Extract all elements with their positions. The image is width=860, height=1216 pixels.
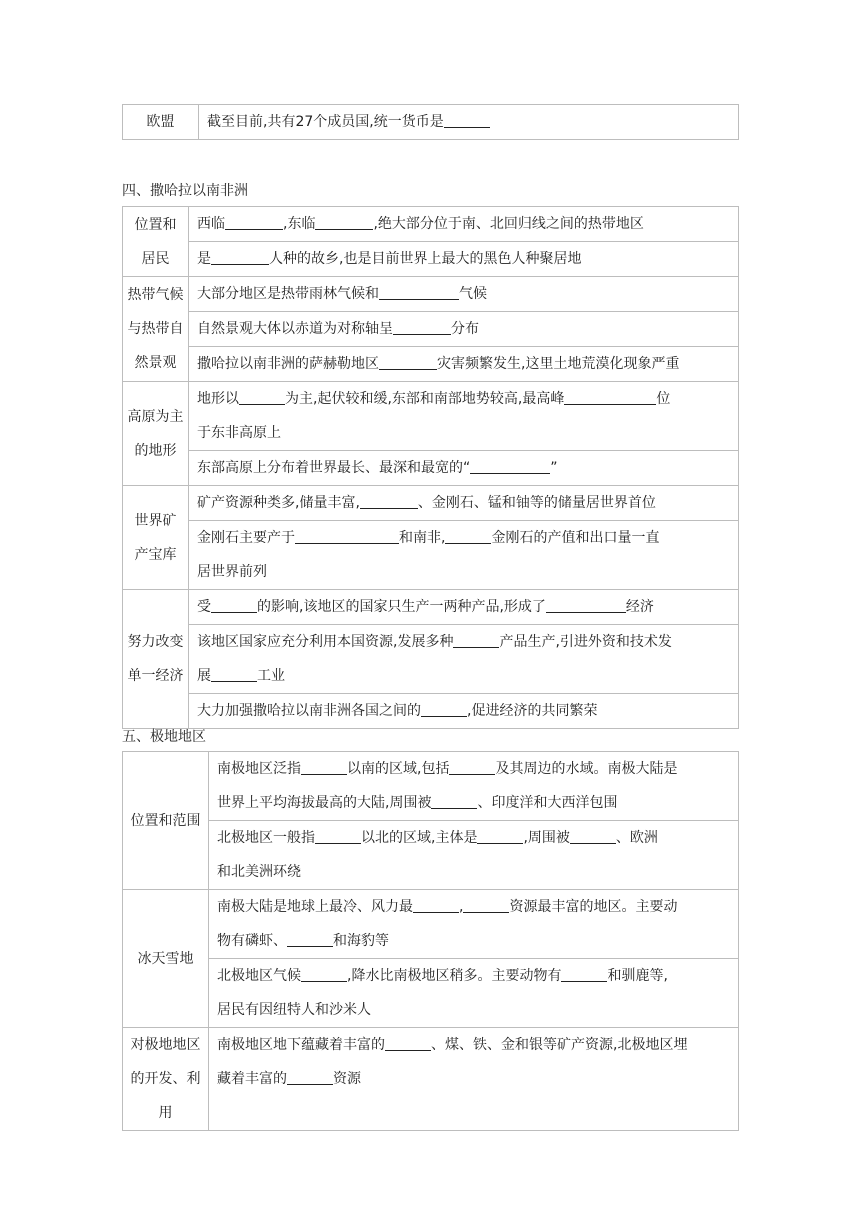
row-header-mineral [123, 486, 189, 590]
row-header-location [123, 207, 189, 277]
cell [189, 625, 739, 694]
cell-text: 为主,起伏较和缓,东部和南部地势较高,最高峰 [285, 391, 565, 407]
blank-field[interactable] [445, 527, 491, 544]
cell-text: 资源最丰富的地区。主要动 [509, 899, 678, 915]
cell-text: 北极地区一般指 [217, 830, 315, 846]
blank-field[interactable] [301, 965, 347, 982]
cell-text: 和海豹等 [333, 933, 389, 949]
cell [209, 890, 739, 959]
cell-text: 金刚石的产值和出口量一直 [491, 530, 660, 546]
table-row [123, 752, 739, 821]
blank-field[interactable] [211, 596, 257, 613]
blank-field[interactable] [561, 965, 607, 982]
cell-text: 灾害频繁发生,这里土地荒漠化现象严重 [437, 356, 680, 372]
blank-field[interactable] [287, 1068, 333, 1085]
blank-field[interactable] [444, 111, 490, 128]
cell-text: ,促进经济的共同繁荣 [467, 703, 598, 719]
table-row [123, 959, 739, 1028]
cell-text: ,降水比南极地区稍多。主要动物有 [347, 968, 562, 984]
cell-text: 北极地区气候 [217, 968, 301, 984]
cell-text: ,周围被 [523, 830, 570, 846]
cell-text: 是 [197, 251, 211, 267]
row-header-text: 居民 [141, 250, 170, 267]
row-header-text: 的地形 [134, 442, 177, 459]
row-header-text: 与热带自 [127, 321, 184, 337]
blank-field[interactable] [211, 248, 269, 265]
row-header-text: 世界矿 [134, 512, 177, 529]
row-header-terrain [123, 382, 189, 486]
table-row [123, 451, 739, 486]
blank-field[interactable] [393, 318, 451, 335]
cell-text: ,绝大部分位于南、北回归线之间的热带地区 [373, 216, 644, 232]
cell-text: 产品生产,引进外资和技术发 [499, 634, 672, 650]
blank-field[interactable] [211, 665, 257, 682]
table-row [123, 312, 739, 347]
blank-field[interactable] [385, 1034, 431, 1051]
blank-field[interactable] [421, 700, 467, 717]
blank-field[interactable] [463, 896, 509, 913]
cell-text: 大部分地区是热带雨林气候和 [197, 286, 379, 302]
blank-field[interactable] [379, 283, 459, 300]
table-row [123, 1028, 739, 1131]
cell [189, 521, 739, 590]
cell [189, 347, 739, 382]
blank-field[interactable] [477, 827, 523, 844]
blank-field[interactable] [239, 388, 285, 405]
row-header-text: 高原为主 [127, 408, 184, 425]
cell-text: 资源 [333, 1071, 361, 1087]
cell-text: 南极地区地下蕴藏着丰富的 [217, 1037, 385, 1053]
cell-text: 、煤、铁、金和银等矿产资源,北极地区埋 [431, 1037, 688, 1053]
cell-text: 位 [656, 391, 671, 407]
table-row [123, 105, 739, 140]
blank-field[interactable] [315, 213, 373, 230]
cell-text: , [459, 899, 464, 915]
table-row [123, 382, 739, 451]
cell-text: 矿产资源种类多,储量丰富, [197, 495, 360, 511]
row-header-text: 单一经济 [127, 668, 184, 684]
table-row [123, 207, 739, 242]
blank-field[interactable] [301, 758, 347, 775]
row-header-economy [123, 590, 189, 729]
table-row [123, 347, 739, 382]
eu-text-cell [199, 105, 739, 140]
row-header-text: 努力改变 [127, 634, 184, 650]
cell-text: 和南非, [399, 530, 446, 546]
blank-field[interactable] [570, 827, 616, 844]
cell-text: 以南的区域,包括 [347, 761, 450, 777]
table-row [123, 890, 739, 959]
cell-text: 展 [197, 668, 211, 684]
cell-text: 及其周边的水域。南极大陆是 [495, 761, 678, 777]
blank-field[interactable] [315, 827, 361, 844]
row-header-text: 位置和 [134, 216, 177, 233]
blank-field[interactable] [546, 596, 626, 613]
table-row [123, 821, 739, 890]
cell-text: 南极地区泛指 [217, 761, 301, 777]
cell-text: ” [550, 460, 558, 476]
cell-text: 藏着丰富的 [217, 1071, 287, 1087]
blank-field[interactable] [564, 388, 656, 405]
cell [189, 207, 739, 242]
cell-text: ,东临 [283, 216, 316, 232]
table-row [123, 694, 739, 729]
cell [209, 959, 739, 1028]
cell [189, 486, 739, 521]
blank-field[interactable] [470, 457, 550, 474]
cell [189, 312, 739, 347]
cell [209, 821, 739, 890]
table-row [123, 625, 739, 694]
blank-field[interactable] [431, 792, 477, 809]
blank-field[interactable] [360, 492, 418, 509]
row-header-text: 然景观 [134, 355, 177, 371]
blank-field[interactable] [287, 930, 333, 947]
section5-title: 五、极地地区 [122, 729, 206, 745]
row-header-text: 的开发、利用 [130, 1071, 201, 1121]
table-row [123, 521, 739, 590]
cell-text: 工业 [257, 668, 285, 684]
blank-field[interactable] [413, 896, 459, 913]
cell-text: 的影响,该地区的国家只生产一两种产品,形成了 [257, 599, 546, 615]
cell [189, 277, 739, 312]
cell-text: 于东非高原上 [197, 425, 281, 441]
cell-text: 世界上平均海拔最高的大陆,周围被 [217, 795, 432, 811]
cell-text: 居民有因纽特人和沙米人 [217, 1002, 371, 1018]
blank-field[interactable] [449, 758, 495, 775]
cell-text: 人种的故乡,也是目前世界上最大的黑色人种聚居地 [269, 251, 582, 267]
cell-text: 、欧洲 [615, 830, 658, 846]
row-header-climate [123, 277, 189, 382]
blank-field[interactable] [453, 631, 499, 648]
cell-text: 居世界前列 [197, 564, 267, 580]
cell-text: 受 [197, 599, 211, 615]
blank-field[interactable] [295, 527, 399, 544]
cell-text: 金刚石主要产于 [197, 530, 295, 546]
cell-text: 物有磷虾、 [217, 933, 287, 949]
table-row [123, 590, 739, 625]
cell-text: 和北美洲环绕 [217, 864, 301, 880]
cell-text: 以北的区域,主体是 [361, 830, 478, 846]
cell-text: 南极大陆是地球上最冷、风力最 [217, 899, 413, 915]
row-header-text: 热带气候 [127, 287, 184, 303]
eu-text: 截至目前,共有27个成员国,统一货币是 [207, 114, 444, 130]
cell-text: 和驯鹿等, [607, 968, 668, 984]
section4-title: 四、撒哈拉以南非洲 [122, 183, 248, 199]
eu-table [122, 104, 739, 140]
cell-text: 撒哈拉以南非洲的萨赫勒地区 [197, 356, 379, 372]
row-header-use [123, 1028, 209, 1131]
cell [189, 242, 739, 277]
cell-text: 、金刚石、锰和铀等的储量居世界首位 [417, 495, 656, 511]
cell [189, 590, 739, 625]
blank-field[interactable] [225, 213, 283, 230]
cell-text: 经济 [625, 599, 654, 615]
cell-text: 分布 [451, 321, 479, 337]
row-header-text: 产宝库 [134, 546, 177, 563]
cell-text: 、印度洋和大西洋包围 [477, 795, 618, 811]
table-row [123, 277, 739, 312]
row-header-scope: 位置和范围 [123, 752, 209, 890]
blank-field[interactable] [379, 353, 437, 370]
cell-text: 该地区国家应充分利用本国资源,发展多种 [197, 634, 454, 650]
cell-text: 西临 [197, 216, 225, 232]
cell [189, 694, 739, 729]
africa-table [122, 206, 739, 729]
cell [209, 1028, 739, 1131]
cell-text: 地形以 [197, 391, 239, 407]
cell-text: 气候 [459, 286, 487, 302]
cell-text: 大力加强撒哈拉以南非洲各国之间的 [197, 703, 421, 719]
cell-text: 自然景观大体以赤道为对称轴呈 [197, 321, 393, 337]
row-header-ice: 冰天雪地 [123, 890, 209, 1028]
cell-text: 东部高原上分布着世界最长、最深和最宽的“ [197, 460, 471, 476]
polar-table [122, 751, 739, 1131]
table-row [123, 486, 739, 521]
eu-label: 欧盟 [123, 105, 199, 140]
row-header-text: 对极地地区 [130, 1037, 201, 1053]
cell [189, 382, 739, 451]
cell [209, 752, 739, 821]
table-row [123, 242, 739, 277]
cell [189, 451, 739, 486]
